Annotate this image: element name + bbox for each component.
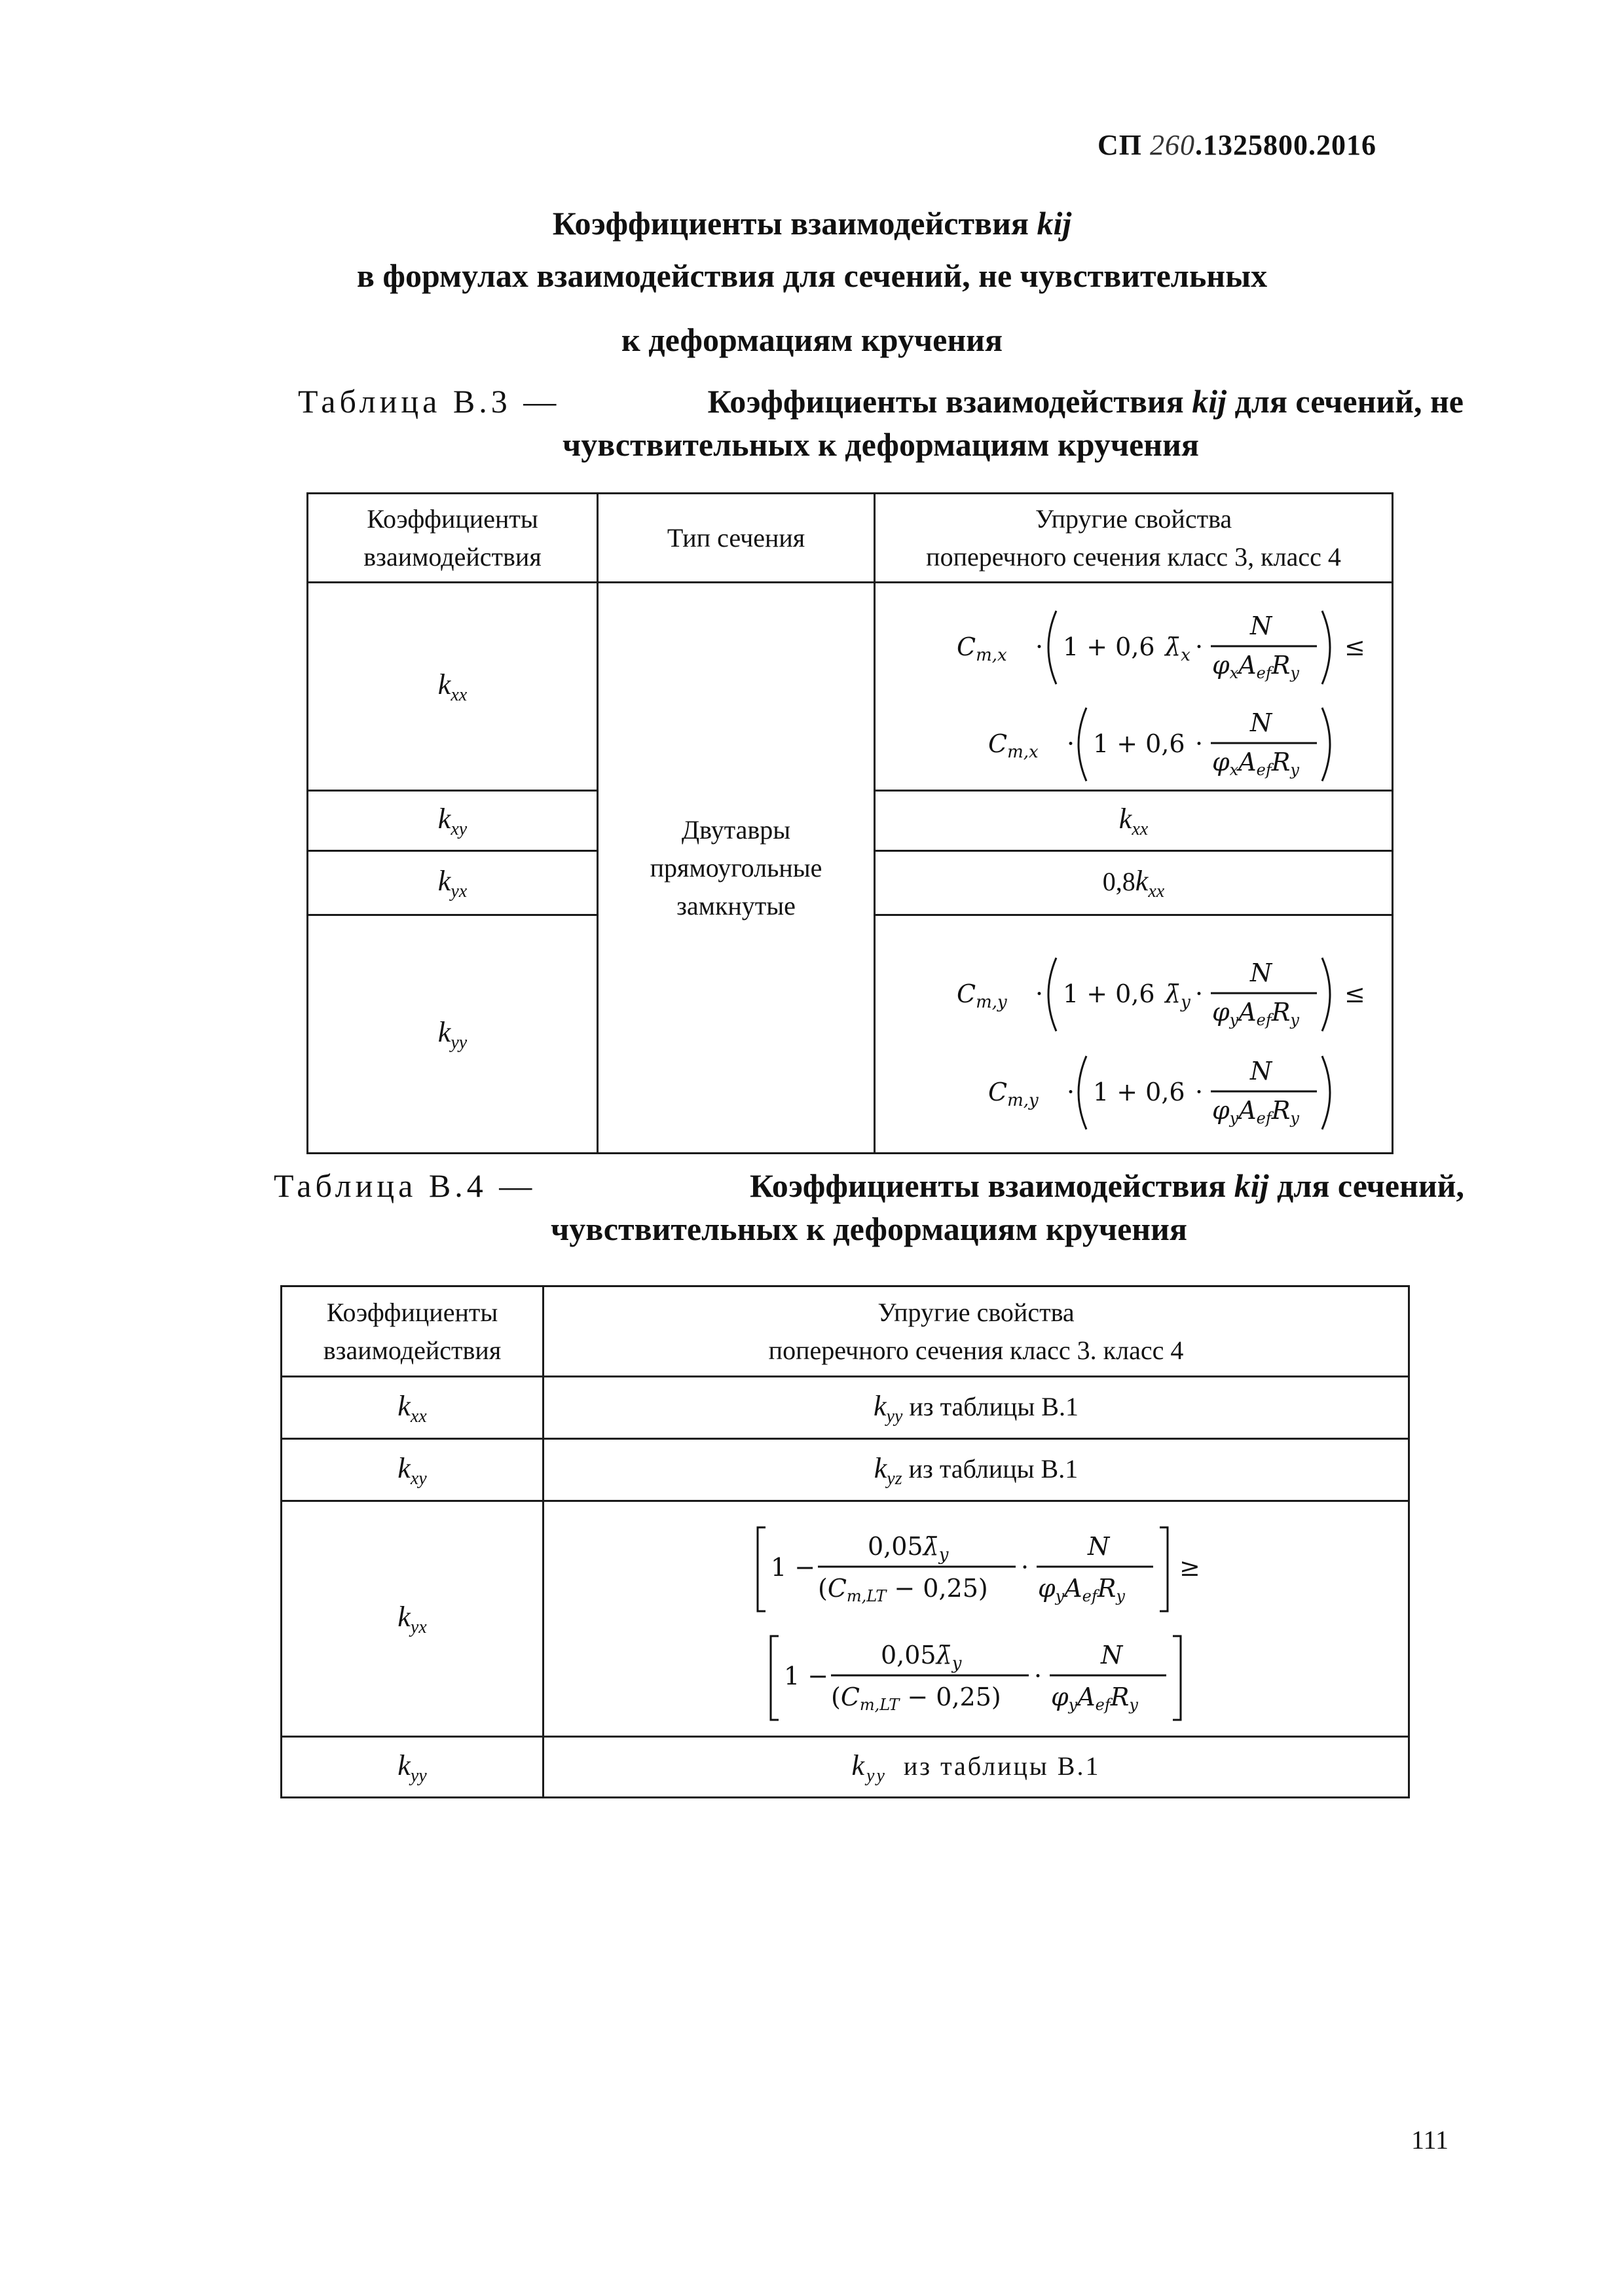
k-sub: yx — [410, 1617, 427, 1638]
one-plus: 1 + 0,6 — [1063, 979, 1155, 1008]
cm-sub-2: m,y — [1007, 1090, 1039, 1110]
table-row — [282, 1377, 1409, 1439]
a-sub: ef — [1256, 1010, 1272, 1029]
k-letter: k — [397, 1601, 411, 1633]
svg-text:·: · — [1020, 1552, 1029, 1582]
r-2: R — [1271, 747, 1291, 776]
title-line-3: к деформациям кручения — [621, 321, 1003, 358]
phi-sub-2: y — [1229, 1108, 1239, 1127]
caption-line-2: чувствительных к деформациям кручения — [563, 426, 1199, 463]
svg-text:·: · — [1067, 1077, 1075, 1106]
formula-kxx — [904, 589, 1363, 785]
numerator-n: N — [1087, 1531, 1109, 1561]
less-equal: ≤ — [1344, 632, 1365, 661]
svg-text:Cm,y — [988, 1078, 1039, 1110]
svg-text:λ̄y — [1164, 979, 1190, 1012]
coef-cell — [282, 1737, 544, 1798]
k-sub: xy — [410, 1468, 427, 1489]
value-k — [1135, 865, 1165, 902]
formula-cell-kyy — [875, 915, 1393, 1154]
one-plus-2: 1 + 0,6 — [1093, 729, 1185, 758]
svg-text:φyAefRy — [1051, 1683, 1138, 1714]
caption-prefix: Таблица В.3 — — [298, 383, 561, 420]
value-text: из таблицы В.1 — [886, 1751, 1101, 1781]
value-k — [873, 1389, 903, 1427]
k-symbol — [397, 1601, 427, 1638]
caption-line-2: чувствительных к деформациям кручения — [551, 1211, 1187, 1247]
lambda-sub: x — [1181, 645, 1190, 665]
cm-sub: m,x — [976, 645, 1007, 665]
value-k-sub: yy — [886, 1406, 903, 1427]
table-b3-caption — [298, 382, 1464, 464]
svg-text:φyAefRy — [1212, 1096, 1299, 1127]
value-cell — [875, 851, 1393, 915]
table-b4-caption — [274, 1167, 1464, 1248]
k-symbol — [397, 1451, 427, 1489]
r-2: R — [1271, 1095, 1291, 1125]
numerator-2: N — [1250, 1056, 1272, 1085]
lambda-sub-2: y — [951, 1653, 961, 1673]
svg-text:·: · — [1195, 632, 1204, 661]
value-cell — [544, 1737, 1409, 1798]
formula-kyx — [741, 1508, 1212, 1730]
value-k-letter: k — [873, 1389, 887, 1422]
value-k-letter: k — [874, 1451, 887, 1484]
formula-cell-kxx — [875, 583, 1393, 791]
den-tail: − 0,25) — [885, 1573, 988, 1603]
code-number: 260 — [1150, 129, 1195, 161]
svg-text:0,05λ̄y — [881, 1641, 962, 1673]
coef-cell — [308, 851, 598, 915]
coef-cell — [308, 791, 598, 851]
phi: φ — [1212, 997, 1230, 1027]
phi-2: φ — [1212, 747, 1230, 776]
k-sub: xx — [410, 1406, 427, 1427]
k-symbol — [437, 668, 468, 706]
title-line-1-text: Коэффициенты взаимодействия — [552, 205, 1037, 242]
value-k-letter: k — [1118, 803, 1132, 835]
svg-text:Cm,x — [988, 729, 1039, 762]
header-coefficients — [282, 1286, 544, 1377]
value-k — [874, 1451, 902, 1489]
numerator: N — [1250, 958, 1272, 987]
value-text: из таблицы В.1 — [902, 1453, 1079, 1484]
code-prefix: СП — [1098, 129, 1150, 161]
header-props-line-1: Упругие свойства — [877, 1297, 1075, 1327]
coef-cell — [308, 583, 598, 791]
numerator-2: N — [1250, 708, 1272, 737]
cm: C — [827, 1573, 847, 1603]
k-sub: xy — [451, 819, 468, 840]
table-b4-header-row — [282, 1286, 1409, 1377]
svg-text:·: · — [1195, 1077, 1204, 1106]
a: A — [1238, 650, 1257, 680]
caption-main — [750, 1167, 1464, 1205]
value-cell — [875, 791, 1393, 851]
a-sub-2: ef — [1095, 1695, 1111, 1714]
svg-text:0,05λ̄y — [868, 1532, 949, 1565]
k-letter: k — [397, 1749, 411, 1781]
header-coef-line-1: Коэффициенты — [326, 1297, 498, 1327]
cm-2: C — [988, 729, 1008, 758]
svg-text:λ̄x — [1164, 632, 1190, 665]
svg-text:Cm,x — [957, 632, 1007, 665]
a: A — [1238, 997, 1257, 1027]
k-sub: yx — [451, 881, 468, 902]
cm-sub: m,y — [976, 992, 1007, 1012]
section-type-line-2: прямоугольные — [650, 852, 822, 883]
r: R — [1271, 650, 1291, 680]
header-props-line-2: поперечного сечения класс 3. класс 4 — [768, 1335, 1184, 1365]
one-minus: 1 − — [770, 1552, 815, 1582]
k-letter: k — [397, 1451, 411, 1484]
svg-text:φxAefRy — [1212, 748, 1299, 779]
caption-tail: для сечений, не — [1227, 383, 1464, 420]
less-equal: ≤ — [1344, 979, 1365, 1008]
formula-kyy — [904, 933, 1363, 1136]
svg-text:·: · — [1195, 729, 1204, 758]
a-2: A — [1238, 747, 1257, 776]
header-props-line-1: Упругие свойства — [1035, 503, 1232, 534]
header-props-line-2: поперечного сечения класс 3, класс 4 — [926, 541, 1341, 572]
header-properties — [875, 494, 1393, 583]
phi: φ — [1037, 1573, 1056, 1603]
cm-2: C — [988, 1077, 1008, 1106]
lambda: λ̄ — [923, 1531, 939, 1561]
num-coef-2: 0,05 — [880, 1640, 936, 1669]
svg-text:·: · — [1035, 979, 1044, 1008]
num-coef: 0,05 — [867, 1531, 923, 1561]
svg-text:φyAefRy — [1212, 998, 1299, 1029]
r: R — [1271, 997, 1291, 1027]
svg-text:(Cm,LT − 0,25) — [818, 1574, 988, 1605]
svg-text:·: · — [1195, 979, 1204, 1008]
paren-2: ( — [830, 1682, 841, 1711]
table-b3 — [306, 492, 1393, 1154]
cm-sub-2: m,x — [1007, 742, 1039, 762]
k-letter: k — [437, 865, 451, 898]
lambda-sub: y — [1181, 992, 1190, 1012]
value-k-letter: k — [851, 1749, 867, 1781]
k-sub: yy — [410, 1765, 427, 1786]
phi-sub-2: y — [1068, 1695, 1077, 1714]
coef-cell — [308, 915, 598, 1154]
table-row — [282, 1737, 1409, 1798]
svg-text:φxAefRy — [1212, 651, 1299, 682]
cm-2: C — [840, 1682, 860, 1711]
page-number: 111 — [1411, 2125, 1449, 2155]
header-section-type: Тип сечения — [598, 494, 875, 583]
caption-main — [708, 382, 1464, 420]
section-type-line-3: замкнутые — [676, 890, 796, 920]
header-coef-line-2: взаимодействия — [323, 1335, 502, 1365]
header-coef-line-2: взаимодействия — [363, 541, 542, 572]
k-sub: xx — [451, 685, 468, 706]
r-2: R — [1110, 1682, 1129, 1711]
caption-symbol: kij — [1192, 383, 1227, 420]
cm: C — [957, 632, 976, 661]
formula-cell-kyx — [544, 1501, 1409, 1737]
paren: ( — [817, 1573, 828, 1603]
coef-cell — [282, 1439, 544, 1501]
caption-text: Коэффициенты взаимодействия — [707, 383, 1192, 420]
k-symbol — [397, 1389, 427, 1427]
table-b3-header-row — [308, 494, 1393, 583]
svg-text:·: · — [1035, 632, 1044, 661]
lambda: λ̄ — [1165, 979, 1181, 1008]
coef-cell — [282, 1377, 544, 1439]
header-coefficients — [308, 494, 598, 583]
a-sub-2: ef — [1256, 760, 1272, 779]
value-cell — [544, 1439, 1409, 1501]
k-symbol — [397, 1749, 427, 1786]
r: R — [1097, 1573, 1116, 1603]
value-k-sub: xx — [1132, 819, 1149, 840]
r-sub: y — [1290, 1010, 1299, 1029]
one-minus-2: 1 − — [783, 1661, 828, 1690]
one-plus-2: 1 + 0,6 — [1093, 1077, 1185, 1106]
table-row — [282, 1501, 1409, 1737]
a-2: A — [1077, 1682, 1096, 1711]
table-row — [308, 583, 1393, 791]
lambda-2: λ̄ — [936, 1640, 952, 1669]
header-coef-line-1: Коэффициенты — [367, 503, 538, 534]
phi-2: φ — [1212, 1095, 1230, 1125]
numerator-n-2: N — [1100, 1640, 1122, 1669]
value-cell — [544, 1377, 1409, 1439]
coef-cell — [282, 1501, 544, 1737]
k-sub: yy — [451, 1032, 468, 1053]
k-letter: k — [437, 1016, 451, 1049]
a-sub: ef — [1256, 663, 1272, 682]
svg-text:(Cm,LT − 0,25) — [831, 1683, 1001, 1714]
cm-sub-2: m,LT — [859, 1695, 899, 1714]
svg-text:Cm,y — [957, 979, 1007, 1012]
a-sub-2: ef — [1256, 1108, 1272, 1127]
r-sub-2: y — [1128, 1695, 1138, 1714]
lambda: λ̄ — [1165, 632, 1181, 661]
one-plus: 1 + 0,6 — [1063, 632, 1155, 661]
phi: φ — [1212, 650, 1230, 680]
phi-sub: x — [1229, 663, 1239, 682]
r-sub: y — [1115, 1586, 1125, 1605]
numerator: N — [1250, 611, 1272, 640]
value-k-sub: yy — [866, 1765, 887, 1786]
section-type-cell — [598, 583, 875, 1154]
r-sub-2: y — [1290, 1108, 1299, 1127]
table-b4 — [280, 1285, 1410, 1798]
phi-2: φ — [1050, 1682, 1069, 1711]
caption-symbol: kij — [1234, 1167, 1269, 1204]
lambda-sub: y — [938, 1544, 948, 1565]
svg-text:·: · — [1067, 729, 1075, 758]
greater-equal: ≥ — [1179, 1552, 1200, 1582]
phi-sub: y — [1229, 1010, 1239, 1029]
phi-sub-2: x — [1229, 760, 1239, 779]
code-suffix: .1325800.2016 — [1195, 129, 1376, 161]
title-line-2: в формулах взаимодействия для сечений, не чувствительных — [356, 257, 1268, 294]
value-prefix: 0,8 — [1102, 867, 1135, 897]
a-2: A — [1238, 1095, 1257, 1125]
a: A — [1063, 1573, 1082, 1603]
svg-text:φyAefRy — [1038, 1574, 1125, 1605]
k-symbol — [437, 1016, 468, 1053]
k-letter: k — [397, 1389, 411, 1422]
den-tail-2: − 0,25) — [898, 1682, 1001, 1711]
caption-text: Коэффициенты взаимодействия — [750, 1167, 1234, 1204]
k-letter: k — [437, 668, 451, 701]
caption-tail: для сечений, — [1268, 1167, 1464, 1204]
phi-sub: y — [1055, 1586, 1064, 1605]
table-row — [282, 1439, 1409, 1501]
value-k — [851, 1749, 887, 1786]
header-properties — [544, 1286, 1409, 1377]
cm: C — [957, 979, 976, 1008]
value-k-letter: k — [1135, 865, 1149, 898]
value-k-sub: xx — [1148, 881, 1165, 902]
value-k — [1118, 803, 1149, 840]
value-k-sub: yz — [887, 1468, 902, 1489]
r-sub: y — [1290, 663, 1299, 682]
k-letter: k — [437, 803, 451, 835]
document-code — [1098, 128, 1376, 162]
k-symbol — [437, 865, 468, 902]
title-symbol: kij — [1037, 205, 1072, 242]
section-type-line-1: Двутавры — [681, 814, 791, 845]
title-line-1 — [0, 204, 1624, 242]
caption-prefix: Таблица В.4 — — [274, 1167, 536, 1204]
cm-sub: m,LT — [846, 1586, 886, 1605]
k-symbol — [437, 803, 468, 840]
r-sub-2: y — [1290, 760, 1299, 779]
svg-text:·: · — [1033, 1661, 1042, 1690]
value-text: из таблицы В.1 — [902, 1391, 1079, 1421]
a-sub: ef — [1082, 1586, 1098, 1605]
